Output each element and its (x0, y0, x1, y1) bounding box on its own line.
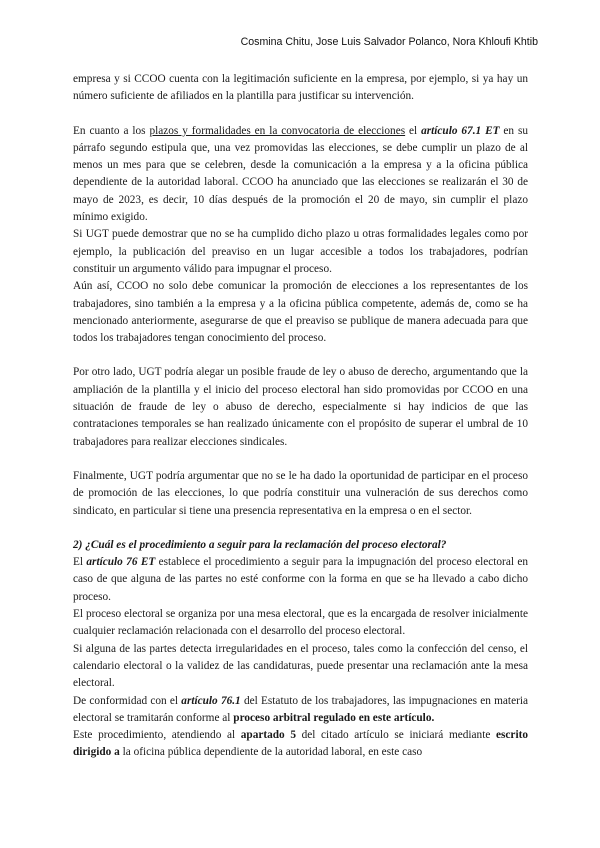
page-header-authors: Cosmina Chitu, Jose Luis Salvador Polanco, Nora Khloufi Khtib (240, 36, 538, 48)
paragraph-plazos (73, 123, 528, 227)
document-body (73, 71, 528, 762)
paragraph-legitimacion: empresa y si CCOO cuenta con la legitimación suficiente en la empresa, por ejemplo, si ya hay un número suficiente de afiliados en la plantilla para justificar su intervención. (73, 73, 528, 103)
paragraph-procedimiento-intro: Este procedimiento, atendiendo al (73, 729, 241, 742)
escrito-dirigido-bold: escrito dirigido a (73, 729, 528, 759)
paragraph-procedimiento-mid: del citado artículo se iniciará mediante (295, 729, 496, 742)
paragraph-aun-asi: Aún así, CCOO no solo debe comunicar la promoción de elecciones a los representantes de los trabajadores, sino también a la empresa y a la oficina pública competente, además de, como se ha mencionado anteriormente, asegurarse de que el preaviso se publique de manera adecuada para que todos los trabajadores tengan conocimiento del proceso. (73, 280, 528, 345)
paragraph-plazos-connector: el (405, 124, 422, 137)
apartado-5-bold: apartado 5 (240, 729, 296, 742)
article-76-1-ref: artículo 76.1 (181, 694, 241, 707)
article-67-1-ref: artículo 67.1 ET (421, 124, 500, 137)
paragraph-irregularidades: Si alguna de las partes detecta irregularidades en el proceso, tales como la confección del censo, el calendario electoral o la validez de las candidaturas, puede presentar una reclamación ante la mesa electoral. (73, 642, 528, 690)
question-2-heading: 2) ¿Cuál es el procedimiento a seguir para la reclamación del proceso electoral? (73, 538, 447, 551)
paragraph-articulo-76 (73, 554, 528, 606)
paragraph-conformidad-text: del Estatuto de los trabajadores, las impugnaciones en materia electoral se tramitarán conforme al (73, 694, 529, 724)
plazos-formalidades-link[interactable]: plazos y formalidades en la convocatoria de elecciones (149, 124, 406, 137)
paragraph-finalmente: Finalmente, UGT podría argumentar que no se le ha dado la oportunidad de participar en el proceso de promoción de las elecciones, lo que podría constituir una vulneración de sus derechos como sindicato, en particular si tiene una presencia representativa en la empresa o en el sector. (73, 469, 528, 517)
paragraph-articulo-76-text: establece el procedimiento a seguir para la impugnación del proceso electoral en caso de que alguna de las partes no esté conforme con la forma en que se ha llevado a cabo dicho proceso. (73, 556, 528, 603)
paragraph-conformidad-intro: De conformidad con el (73, 694, 182, 707)
paragraph-fraude-ley: Por otro lado, UGT podría alegar un posible fraude de ley o abuso de derecho, argumentando que la ampliación de la plantilla y el inicio del proceso electoral han sido promovidas por CCOO en una situación de fraude de ley o abuso de derecho, especialmente si hay indicios de que las contrataciones temporales se han realizado únicamente con el propósito de superar el umbral de 10 trabajadores para realizar elecciones sindicales. (73, 366, 528, 448)
paragraph-procedimiento-end: la oficina pública dependiente de la autoridad laboral, en este caso (119, 746, 423, 759)
paragraph-plazos-text: en su párrafo segundo estipula que, una vez promovidas las elecciones, se debe cumplir un plazo de al menos un mes para que se celebren, desde la comunicación a la empresa y a la oficina pública dependiente de la autoridad laboral. CCOO ha anunciado que las elecciones se realizarán el 30 de mayo de 2023, es decir, 10 días después de la promoción el 20 de mayo, sin cumplir el plazo mínimo exigido. (73, 124, 529, 224)
paragraph-conformidad (73, 693, 528, 728)
paragraph-ugt-demostrar: Si UGT puede demostrar que no se ha cumplido dicho plazo u otras formalidades legales como por ejemplo, la publicación del preaviso en un lugar accesible a todos los trabajadores, podrían constituir un argumento válido para impugnar el proceso. (73, 228, 528, 275)
paragraph-plazos-intro: En cuanto a los (73, 124, 150, 137)
article-76-ref: artículo 76 ET (86, 556, 156, 569)
paragraph-procedimiento (73, 727, 528, 762)
paragraph-mesa-electoral: El proceso electoral se organiza por una mesa electoral, que es la encargada de resolver inicialmente cualquier reclamación relacionada con el desarrollo del proceso electoral. (73, 608, 528, 638)
paragraph-articulo-76-intro: El (73, 556, 87, 569)
proceso-arbitral-bold: proceso arbitral regulado en este artículo. (233, 711, 435, 724)
